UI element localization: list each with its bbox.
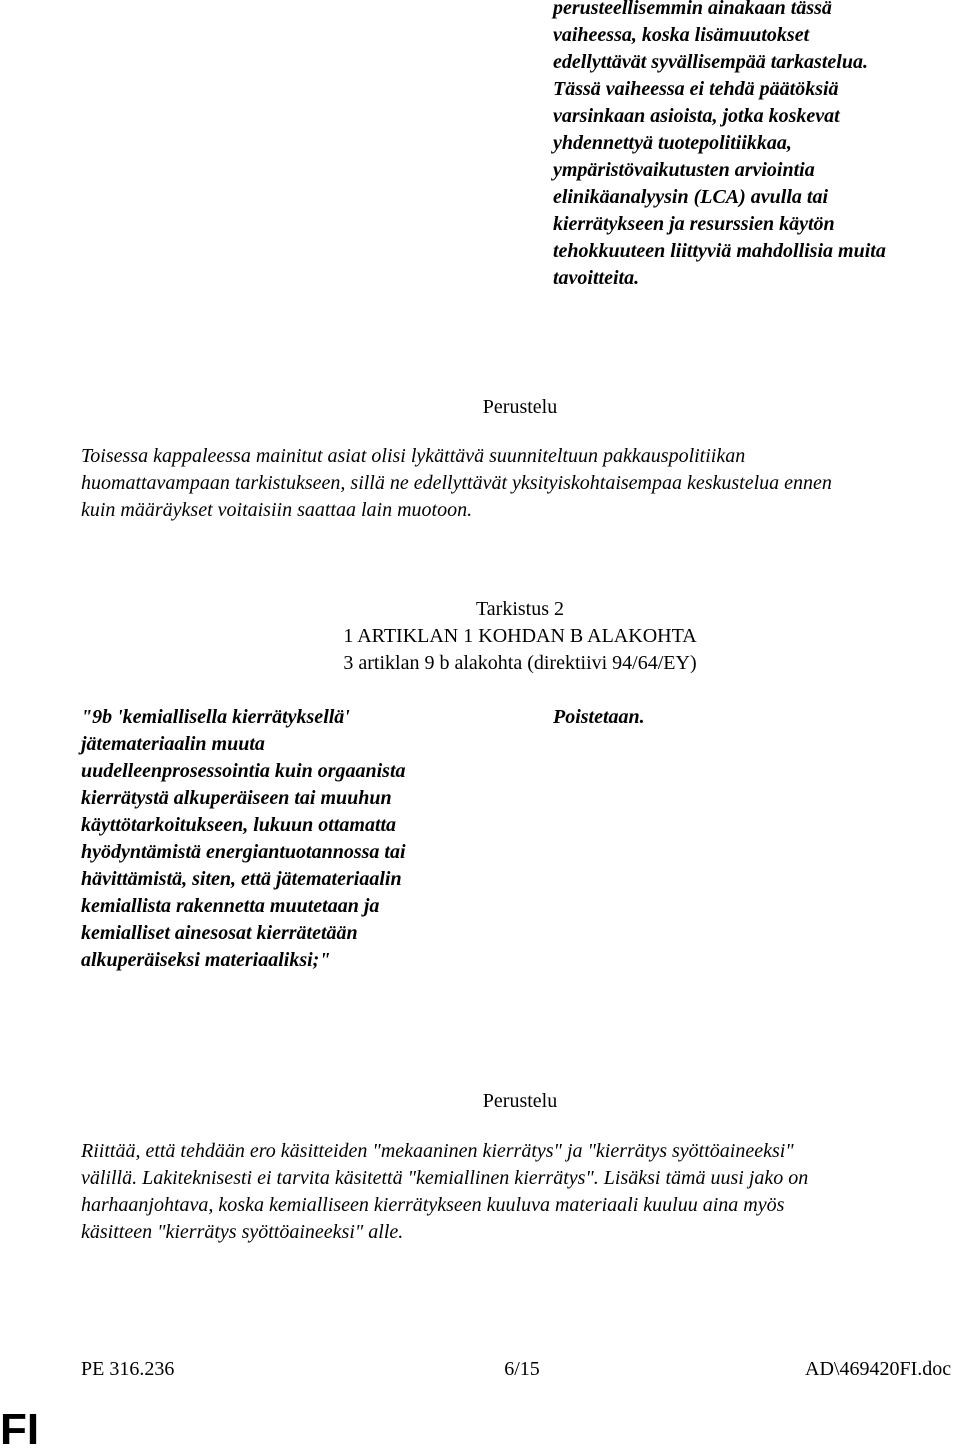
text-line: tehokkuuteen liittyviä mahdollisia muita	[553, 240, 886, 262]
text-line: hyödyntämistä energiantuotannossa tai	[81, 841, 406, 863]
text-line: harhaanjohtava, koska kemialliseen kierrätykseen kuuluva materiaali kuuluu aina myös	[81, 1194, 785, 1216]
amendment-original-text	[81, 704, 501, 974]
text-line: edellyttävät syvällisempää tarkastelua.	[553, 51, 868, 73]
text-line: alkuperäiseksi materiaaliksi;"	[81, 949, 331, 971]
text-line: kierrätykseen ja resurssien käytön	[553, 213, 835, 235]
amendment-heading	[0, 596, 960, 677]
footer-page-number: 6/15	[504, 1358, 540, 1380]
text-line: kierrätystä alkuperäiseen tai muuhun	[81, 787, 392, 809]
language-code: FI	[0, 1405, 40, 1454]
text-line: Riittää, että tehdään ero käsitteiden "mekaaninen kierrätys" ja "kierrätys syöttöaineeksi"	[81, 1140, 794, 1162]
text-line: ympäristövaikutusten arviointia	[553, 159, 815, 181]
text-line: jätemateriaalin muuta	[81, 733, 265, 755]
text-line: hävittämistä, siten, että jätemateriaalin	[81, 868, 402, 890]
text-line: kuin määräykset voitaisiin saattaa lain muotoon.	[81, 499, 473, 521]
text-line: tavoitteita.	[553, 267, 640, 289]
text-line: uudelleenprosessointia kuin orgaanista	[81, 760, 406, 782]
justification-text	[81, 443, 960, 524]
amendment-continuation-text	[553, 0, 953, 292]
text-line: elinikäanalyysin (LCA) avulla tai	[553, 186, 829, 208]
text-line: perusteellisemmin ainakaan tässä	[553, 0, 832, 19]
text-line: välillä. Lakiteknisesti ei tarvita käsitettä "kemiallinen kierrätys". Lisäksi tämä uusi jako on	[81, 1167, 809, 1189]
text-line: "9b 'kemiallisella kierrätyksellä'	[81, 706, 350, 728]
text-line: huomattavampaan tarkistukseen, sillä ne edellyttävät yksityiskohtaisempaa keskustelua ennen	[81, 472, 832, 494]
amendment-number: Tarkistus 2	[475, 598, 565, 620]
text-line: varsinkaan asioista, jotka koskevat	[553, 105, 840, 127]
footer-doc-ref: PE 316.236	[81, 1358, 175, 1380]
amendment-proposed-text: Poistetaan.	[553, 706, 645, 728]
amendment-article: 1 ARTIKLAN 1 KOHDAN B ALAKOHTA	[343, 625, 697, 647]
text-line: Toisessa kappaleessa mainitut asiat olisi lykättävä suunniteltuun pakkauspolitiikan	[81, 445, 746, 467]
justification-title: Perustelu	[482, 1090, 558, 1112]
text-line: Tässä vaiheessa ei tehdä päätöksiä	[553, 78, 839, 100]
justification-title: Perustelu	[482, 396, 558, 418]
footer-file-name: AD\469420FI.doc	[805, 1358, 952, 1380]
text-line: käyttötarkoitukseen, lukuun ottamatta	[81, 814, 397, 836]
justification-text	[81, 1138, 960, 1246]
amendment-reference: 3 artiklan 9 b alakohta (direktiivi 94/64/EY)	[343, 652, 697, 674]
text-line: kemiallista rakennetta muutetaan ja	[81, 895, 380, 917]
text-line: yhdennettyä tuotepolitiikkaa,	[553, 132, 792, 154]
text-line: käsitteen "kierrätys syöttöaineeksi" alle.	[81, 1221, 404, 1243]
text-line: kemialliset ainesosat kierrätetään	[81, 922, 358, 944]
text-line: vaiheessa, koska lisämuutokset	[553, 24, 810, 46]
